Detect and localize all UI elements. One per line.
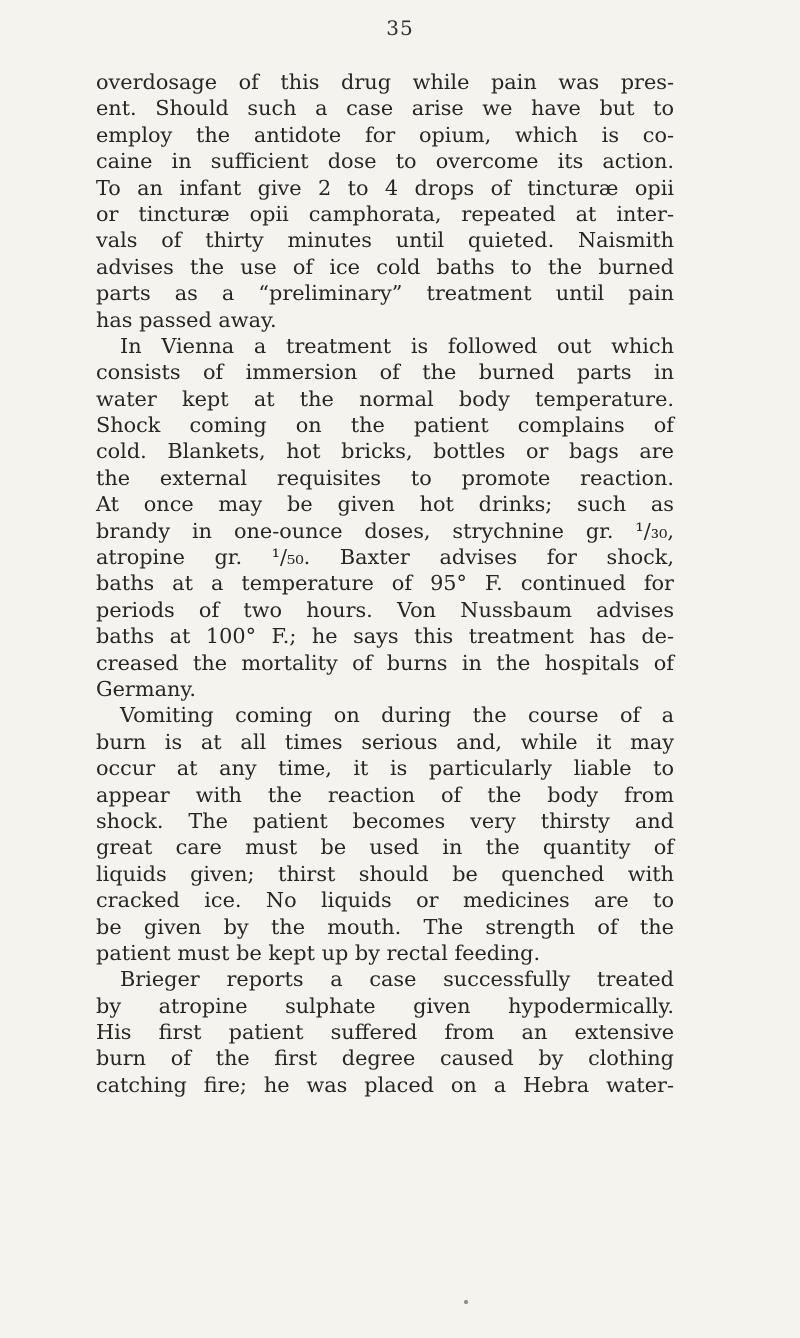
body-text bbox=[96, 69, 674, 1098]
text-line: baths at a temperature of 95° F. continued for bbox=[96, 571, 674, 596]
text-line: appear with the reaction of the body from bbox=[96, 782, 674, 807]
text-line: creased the mortality of burns in the hospitals of bbox=[96, 650, 674, 675]
text-line: overdosage of this drug while pain was pres- bbox=[96, 70, 674, 94]
text-line: the external requisites to promote reaction. bbox=[96, 465, 674, 490]
text-line: by atropine sulphate given hypodermically. bbox=[96, 993, 674, 1018]
text-line: ent. Should such a case arise we have but to bbox=[96, 96, 674, 121]
text-line: occur at any time, it is particularly liable to bbox=[96, 756, 674, 781]
text-line: advises the use of ice cold baths to the burned bbox=[96, 254, 674, 279]
text-line: atropine gr. ¹/₅₀. Baxter advises for shock, bbox=[96, 545, 674, 570]
text-line: cracked ice. No liquids or medicines are to bbox=[96, 888, 674, 913]
text-line: parts as a “preliminary” treatment until pain bbox=[96, 281, 674, 306]
text-line: catching fire; he was placed on a Hebra water- bbox=[96, 1072, 674, 1097]
text-line: has passed away. bbox=[96, 307, 277, 332]
text-line: be given by the mouth. The strength of the bbox=[96, 914, 674, 939]
text-line: vals of thirty minutes until quieted. Naismith bbox=[96, 228, 674, 253]
text-line: shock. The patient becomes very thirsty and bbox=[96, 808, 674, 833]
text-line: or tincturæ opii camphorata, repeated at inter- bbox=[96, 201, 674, 226]
text-line: At once may be given hot drinks; such as bbox=[96, 492, 674, 517]
text-line: water kept at the normal body temperature. bbox=[96, 386, 674, 411]
text-line: His first patient suffered from an extensive bbox=[96, 1020, 674, 1045]
text-line: Germany. bbox=[96, 676, 196, 701]
text-line: liquids given; thirst should be quenched with bbox=[96, 861, 674, 886]
paragraph-start-line: Vomiting coming on during the course of a bbox=[120, 703, 674, 728]
printer-dot-mark bbox=[464, 1300, 468, 1304]
text-line: baths at 100° F.; he says this treatment has de- bbox=[96, 624, 674, 649]
text-line: employ the antidote for opium, which is co- bbox=[96, 122, 674, 147]
text-line: cold. Blankets, hot bricks, bottles or bags are bbox=[96, 439, 674, 464]
text-line: Shock coming on the patient complains of bbox=[96, 413, 674, 438]
paragraph-start-line: In Vienna a treatment is followed out which bbox=[120, 333, 674, 358]
text-line: caine in sufficient dose to overcome its action. bbox=[96, 149, 674, 174]
text-line: To an infant give 2 to 4 drops of tincturæ opii bbox=[96, 175, 674, 200]
page-number: 35 bbox=[386, 16, 414, 40]
text-line: periods of two hours. Von Nussbaum advises bbox=[96, 597, 674, 622]
text-line: burn is at all times serious and, while it may bbox=[96, 729, 674, 754]
paragraph-start-line: Brieger reports a case successfully treated bbox=[120, 967, 674, 992]
text-line: patient must be kept up by rectal feeding. bbox=[96, 940, 541, 965]
text-line: consists of immersion of the burned parts in bbox=[96, 360, 674, 385]
text-line: brandy in one-ounce doses, strychnine gr. ¹/₃₀, bbox=[96, 518, 674, 543]
text-line: great care must be used in the quantity of bbox=[96, 835, 674, 860]
text-line: burn of the first degree caused by clothing bbox=[96, 1046, 674, 1071]
